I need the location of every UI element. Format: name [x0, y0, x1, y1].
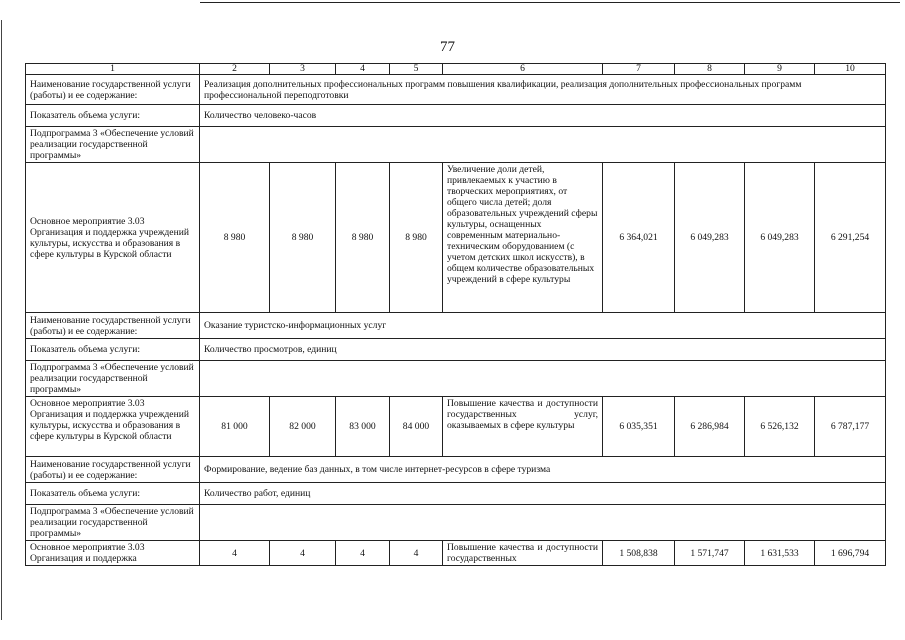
value-cell: 82 000 — [270, 397, 336, 457]
finance-cell: 1 571,747 — [675, 541, 745, 566]
service-label: Наименование государственной услуги (работы) и ее содержание: — [26, 75, 200, 105]
activity-cell: Основное мероприятие 3.03 Организация и поддержка — [26, 541, 200, 566]
subprogram-cell: Подпрограмма 3 «Обеспечение условий реализации государственной программы» — [26, 505, 200, 541]
finance-cell: 1 508,838 — [603, 541, 675, 566]
service-row — [26, 75, 886, 105]
indicator-label: Показатель объема услуги: — [26, 105, 200, 127]
service-row — [26, 313, 886, 339]
service-value: Формирование, ведение баз данных, в том числе интернет-ресурсов в сфере туризма — [200, 457, 886, 483]
value-cell: 4 — [390, 541, 443, 566]
page-number: 77 — [440, 39, 455, 55]
subprogram-empty — [200, 361, 886, 397]
header-cell: 3 — [270, 64, 336, 75]
service-value: Оказание туристско-информационных услуг — [200, 313, 886, 339]
indicator-label: Показатель объема услуги: — [26, 483, 200, 505]
activity-row — [26, 163, 886, 313]
header-row — [26, 64, 886, 75]
finance-cell: 6 035,351 — [603, 397, 675, 457]
finance-cell: 6 049,283 — [675, 163, 745, 313]
header-cell: 6 — [443, 64, 603, 75]
indicator-value: Количество работ, единиц — [200, 483, 886, 505]
program-table — [25, 63, 886, 566]
indicator-label: Показатель объема услуги: — [26, 339, 200, 361]
value-cell: 84 000 — [390, 397, 443, 457]
left-margin-rule — [1, 20, 2, 620]
service-value: Реализация дополнительных профессиональных программ повышения квалификации, реализация дополнительных профессиональных программ профессиональной переподготовки — [200, 75, 886, 105]
subprogram-row — [26, 127, 886, 163]
value-cell: 8 980 — [200, 163, 270, 313]
indicator-row — [26, 483, 886, 505]
indicator-text-cell: Увеличение доли детей, привлекаемых к участию в творческих мероприятиях, от общего числа детей; доля образовательных учреждений сферы культуры, оснащенных современным материально-техническим оборудованием (с учетом детских школ искусств), в общем количестве образовательных учреждений в сфере культуры — [443, 163, 603, 313]
finance-cell: 1 631,533 — [745, 541, 815, 566]
finance-cell: 1 696,794 — [815, 541, 886, 566]
subprogram-empty — [200, 127, 886, 163]
finance-cell: 6 049,283 — [745, 163, 815, 313]
header-cell: 5 — [390, 64, 443, 75]
subprogram-cell: Подпрограмма 3 «Обеспечение условий реализации государственной программы» — [26, 127, 200, 163]
indicator-text-cell: Повышение качества и доступности государственных услуг, оказываемых в сфере культуры — [443, 397, 603, 457]
value-cell: 4 — [270, 541, 336, 566]
header-cell: 7 — [603, 64, 675, 75]
header-cell: 4 — [336, 64, 390, 75]
value-cell: 4 — [200, 541, 270, 566]
subprogram-cell: Подпрограмма 3 «Обеспечение условий реализации государственной программы» — [26, 361, 200, 397]
subprogram-row — [26, 505, 886, 541]
indicator-value: Количество человеко-часов — [200, 105, 886, 127]
indicator-row — [26, 105, 886, 127]
activity-row — [26, 541, 886, 566]
service-label: Наименование государственной услуги (работы) и ее содержание: — [26, 313, 200, 339]
header-cell: 1 — [26, 64, 200, 75]
header-cell: 9 — [745, 64, 815, 75]
header-cell: 8 — [675, 64, 745, 75]
value-cell: 8 980 — [336, 163, 390, 313]
finance-cell: 6 526,132 — [745, 397, 815, 457]
header-cell: 2 — [200, 64, 270, 75]
finance-cell: 6 364,021 — [603, 163, 675, 313]
indicator-text-cell: Повышение качества и доступности государственных — [443, 541, 603, 566]
value-cell: 83 000 — [336, 397, 390, 457]
subprogram-row — [26, 361, 886, 397]
top-rule — [200, 2, 900, 3]
subprogram-empty — [200, 505, 886, 541]
finance-cell: 6 787,177 — [815, 397, 886, 457]
value-cell: 8 980 — [270, 163, 336, 313]
indicator-row — [26, 339, 886, 361]
indicator-value: Количество просмотров, единиц — [200, 339, 886, 361]
service-label: Наименование государственной услуги (работы) и ее содержание: — [26, 457, 200, 483]
service-row — [26, 457, 886, 483]
finance-cell: 6 291,254 — [815, 163, 886, 313]
value-cell: 81 000 — [200, 397, 270, 457]
activity-row — [26, 397, 886, 457]
header-cell: 10 — [815, 64, 886, 75]
value-cell: 8 980 — [390, 163, 443, 313]
value-cell: 4 — [336, 541, 390, 566]
finance-cell: 6 286,984 — [675, 397, 745, 457]
activity-cell: Основное мероприятие 3.03 Организация и поддержка учреждений культуры, искусства и образования в сфере культуры в Курской области — [26, 397, 200, 457]
activity-cell: Основное мероприятие 3.03 Организация и поддержка учреждений культуры, искусства и образования в сфере культуры в Курской области — [26, 163, 200, 313]
